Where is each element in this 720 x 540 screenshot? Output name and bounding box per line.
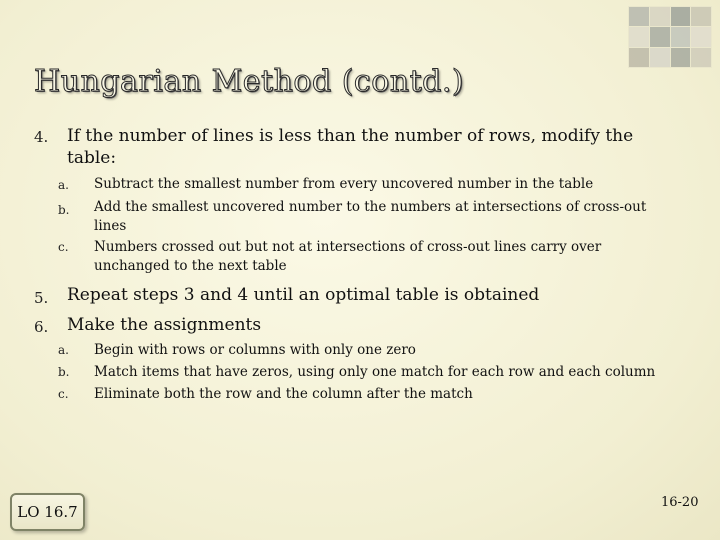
page-number: 16-20 bbox=[661, 495, 699, 510]
step-5-text: Repeat steps 3 and 4 until an optimal table is obtained bbox=[67, 285, 540, 305]
learning-objective-badge: LO 16.7 bbox=[10, 493, 85, 531]
step-6-text: Make the assignments bbox=[67, 315, 262, 335]
step-6b-text: Match items that have zeros, using only one match for each row and each column bbox=[94, 364, 656, 380]
step-6b-letter: b. bbox=[58, 365, 70, 379]
step-4c-letter: c. bbox=[58, 240, 69, 254]
step-6c-text: Eliminate both the row and the column after the match bbox=[94, 386, 473, 402]
step-4-text: If the number of lines is less than the number of rows, modify the table: bbox=[67, 126, 634, 168]
step-4a-text: Subtract the smallest number from every uncovered number in the table bbox=[94, 176, 594, 192]
step-6a-letter: a. bbox=[58, 343, 69, 357]
step-4b-letter: b. bbox=[58, 203, 70, 217]
step-4a-letter: a. bbox=[58, 178, 69, 192]
step-6c-letter: c. bbox=[58, 387, 69, 401]
step-4-number: 4. bbox=[34, 128, 49, 146]
step-4b-text: Add the smallest uncovered number to the numbers at intersections of cross-out lines bbox=[94, 199, 647, 234]
slide-title: Hungarian Method (contd.) bbox=[34, 64, 465, 99]
step-5-number: 5. bbox=[34, 289, 49, 307]
step-4c-text: Numbers crossed out but not at intersections of cross-out lines carry over unchanged to the next table bbox=[94, 239, 602, 274]
step-6-number: 6. bbox=[34, 318, 49, 336]
step-6a-text: Begin with rows or columns with only one zero bbox=[94, 342, 416, 358]
